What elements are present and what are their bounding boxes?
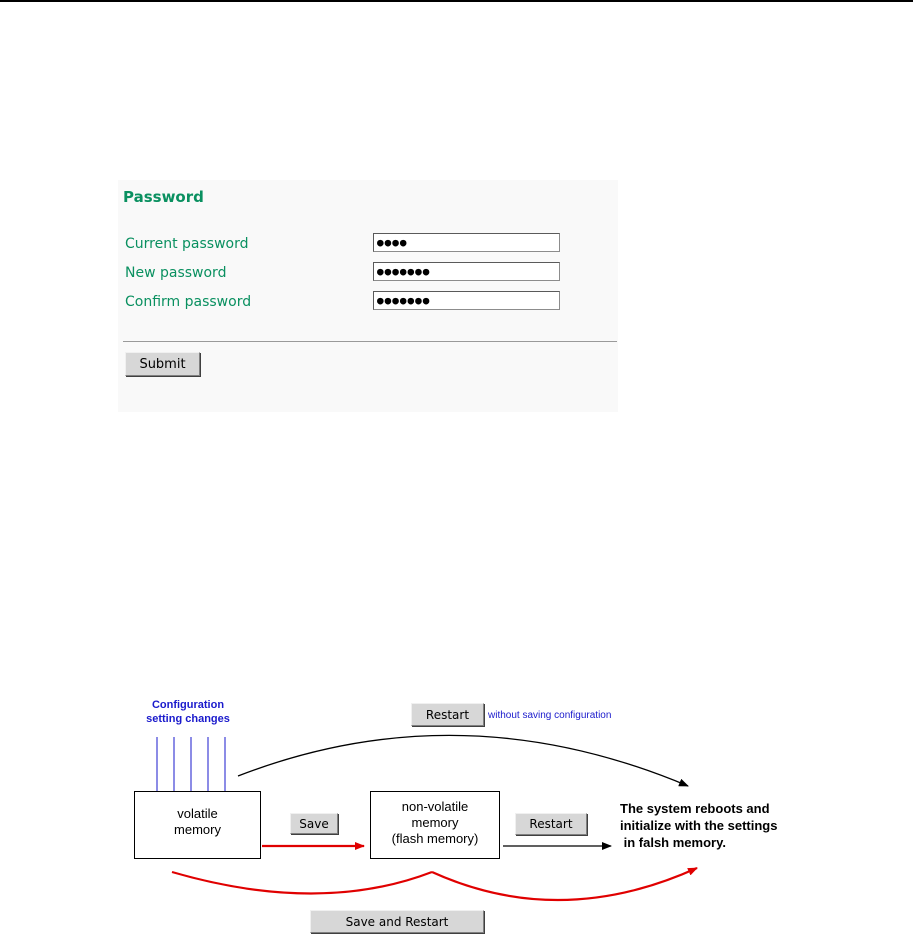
- save-and-restart-button[interactable]: Save and Restart: [310, 910, 484, 933]
- new-password-input[interactable]: ●●●●●●●: [373, 262, 560, 281]
- restart-without-save-arc: [238, 735, 688, 786]
- save-button[interactable]: Save: [290, 813, 338, 834]
- new-password-label: New password: [125, 265, 227, 281]
- save-restart-arc-left: [172, 872, 432, 894]
- volatile-memory-label: volatile memory: [174, 806, 221, 837]
- without-saving-note: without saving configuration: [488, 710, 612, 721]
- current-password-input[interactable]: ●●●●: [373, 233, 560, 252]
- restart-after-save-button[interactable]: Restart: [515, 813, 587, 835]
- config-changes-label: Configuration setting changes: [146, 699, 230, 725]
- reboot-result-text: The system reboots and initialize with the settings in falsh memory.: [620, 801, 778, 850]
- current-password-label: Current password: [125, 236, 249, 252]
- restart-button[interactable]: Restart: [411, 703, 484, 726]
- nonvolatile-memory-label: non-volatile memory (flash memory): [391, 799, 479, 846]
- password-title: Password: [123, 188, 204, 206]
- save-restart-arc-right: [432, 868, 697, 900]
- confirm-password-label: Confirm password: [125, 294, 252, 310]
- confirm-password-input[interactable]: ●●●●●●●: [373, 291, 560, 310]
- submit-button[interactable]: Submit: [125, 352, 200, 376]
